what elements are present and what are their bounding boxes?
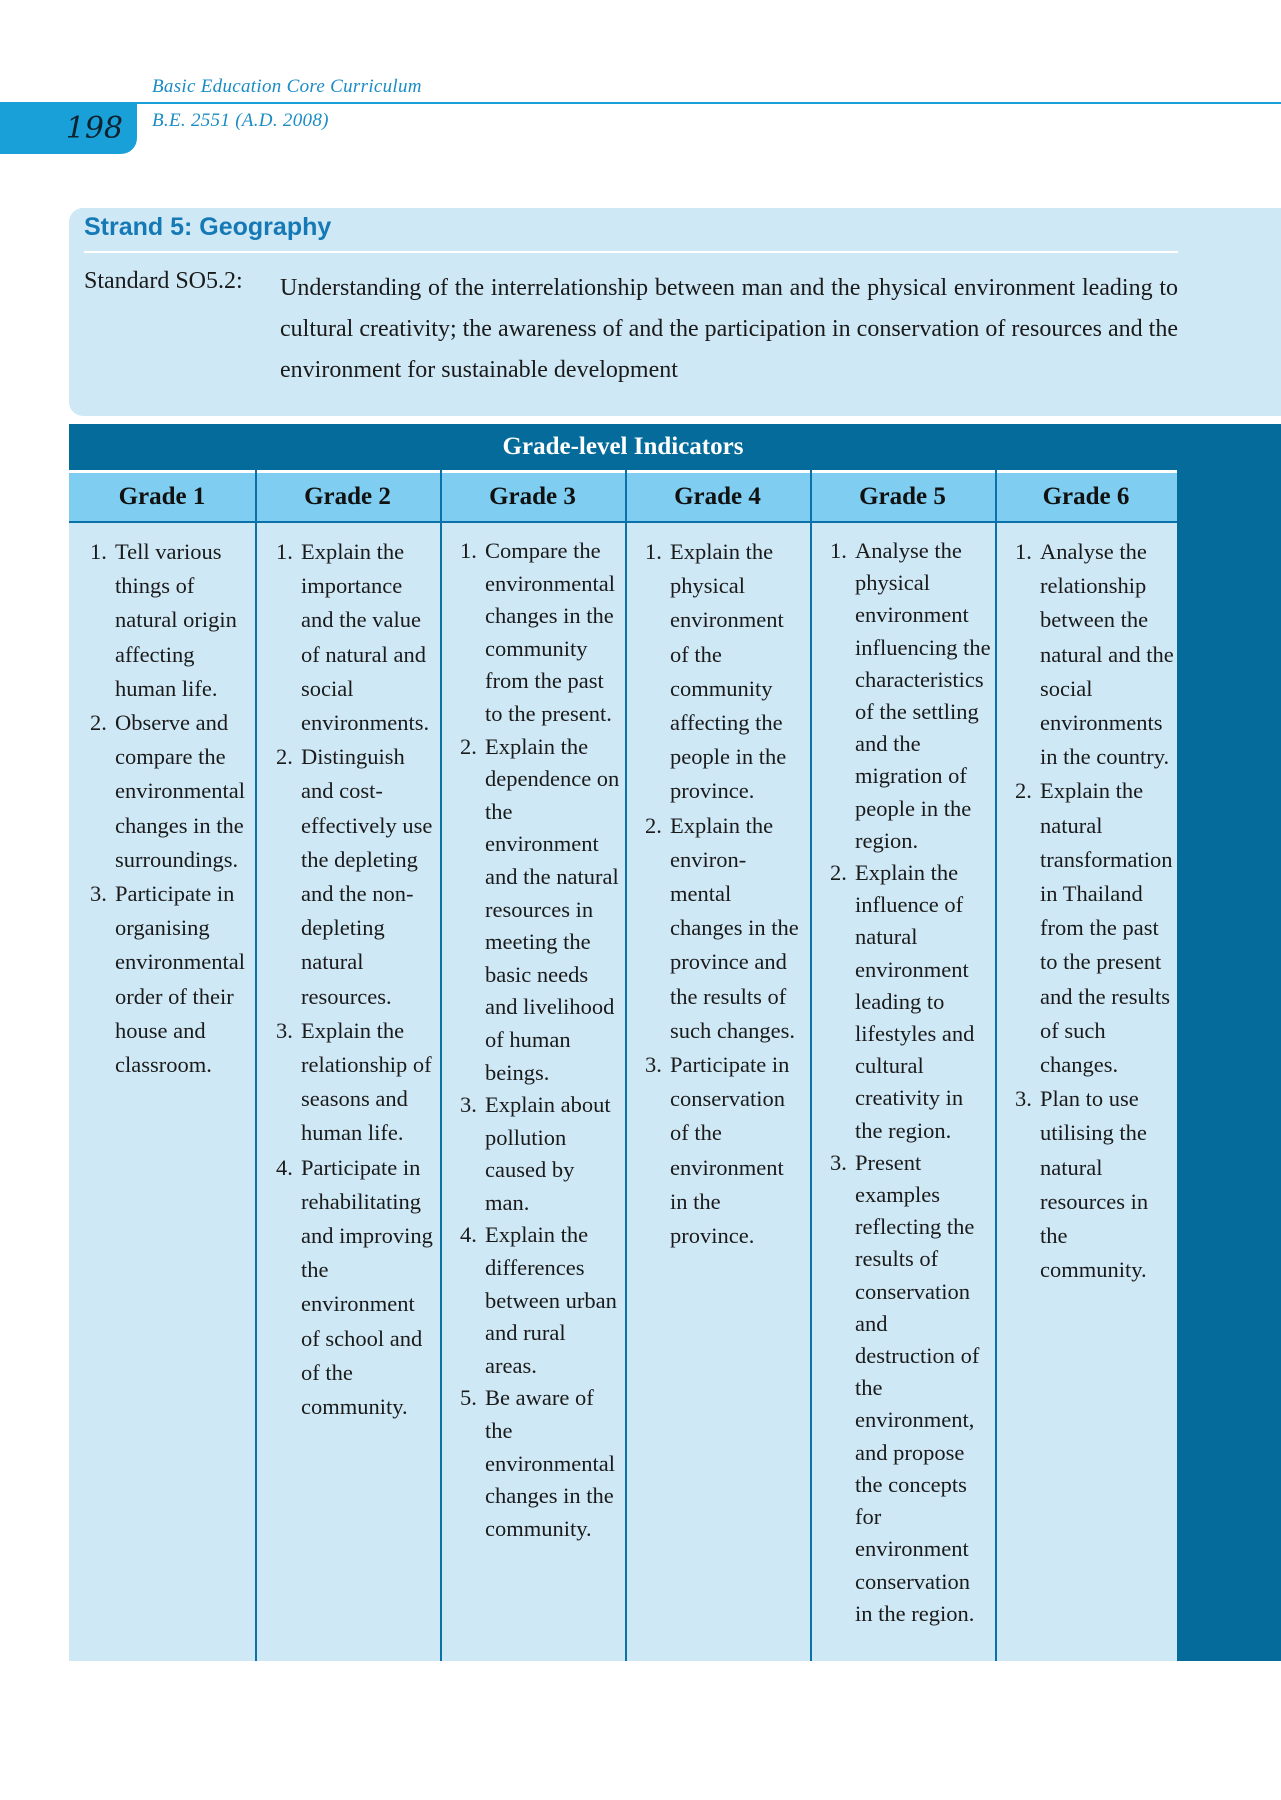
grade-5-header: Grade 5: [810, 470, 995, 521]
list-item: 3. Plan to use utilising the natural resources in the community.: [1015, 1086, 1149, 1283]
standard-label: Standard SO5.2:: [84, 268, 243, 294]
grade-1-indicators: [90, 535, 250, 1082]
grade-2-header: Grade 2: [255, 470, 440, 521]
list-item: 2. Explain the natural transformation in Thailand from the past to the present and the results of such changes.: [1015, 778, 1173, 1078]
list-item: 3. Participate in organising environmental order of their house and classroom.: [90, 881, 245, 1078]
book-edition: B.E. 2551 (A.D. 2008): [152, 110, 329, 131]
column-divider: [810, 470, 812, 1661]
standard-text: Understanding of the interrelationship between man and the physical environment leading to cultural creativity; the awareness of and the participation in conservation of resources and the environment for sustainable development: [280, 275, 1178, 383]
table-title: Grade-level Indicators: [502, 433, 744, 460]
grade-1-header: Grade 1: [69, 470, 255, 521]
list-item: 4. Explain the differences between urban and rural areas.: [460, 1222, 617, 1378]
list-item: 1. Analyse the relationship between the natural and the social environments in the country.: [1015, 539, 1174, 770]
grade-4-header: Grade 4: [625, 470, 810, 521]
list-item: 2. Explain the environ-mental changes in the province and the results of such changes.: [645, 812, 799, 1043]
grade-2-indicators: [276, 535, 436, 1424]
list-item: 2. Explain the influence of natural environment leading to lifestyles and cultural creativity in the region.: [830, 860, 975, 1143]
column-divider: [995, 470, 997, 1661]
list-item: 1. Explain the physical environment of the community affecting the people in the province.: [645, 539, 787, 804]
grade-6-header: Grade 6: [995, 470, 1177, 521]
strand-title: Strand 5: Geography: [84, 213, 332, 241]
list-item: 3. Present examples reflecting the results of conservation and destruction of the environment, and propose the concepts for environment conservation in the region.: [830, 1149, 980, 1626]
book-title: Basic Education Core Curriculum: [152, 76, 422, 97]
list-item: 5. Be aware of the environmental changes in the community.: [460, 1385, 615, 1541]
list-item: 3. Explain the relationship of seasons and human life.: [276, 1017, 432, 1146]
page-number-tab: [0, 102, 137, 154]
list-item: 4. Participate in rehabilitating and improving the environment of school and of the community.: [276, 1154, 433, 1420]
grade-3-indicators: [460, 535, 620, 1545]
list-item: 1. Explain the importance and the value of natural and social environments.: [276, 539, 430, 736]
grade-5-indicators: [830, 535, 992, 1630]
strand-divider: [84, 251, 1178, 253]
list-item: 1. Compare the environmental changes in the community from the past to the present.: [460, 538, 615, 726]
column-divider: [255, 470, 257, 1661]
column-divider: [440, 470, 442, 1661]
list-item: 3. Participate in conservation of the environment in the province.: [645, 1052, 790, 1249]
list-item: 2. Explain the dependence on the environment and the natural resources in meeting the basic needs and livelihood of human beings.: [460, 733, 620, 1085]
column-divider: [625, 470, 627, 1661]
page-number: 198: [65, 110, 123, 146]
grade-6-indicators: [1015, 535, 1175, 1287]
list-item: 2. Observe and compare the environmental changes in the surroundings.: [90, 710, 245, 872]
list-item: 1. Analyse the physical environment influencing the characteristics of the settling and the migration of people in the region.: [830, 538, 991, 853]
list-item: 3. Explain about pollution caused by man.: [460, 1092, 611, 1215]
list-item: 1. Tell various things of natural origin affecting human life.: [90, 539, 237, 701]
header-underline: [69, 521, 1177, 523]
right-edge-band: [1177, 424, 1281, 1661]
grade-4-indicators: [645, 535, 805, 1253]
header-rule: [0, 102, 1281, 104]
list-item: 2. Distinguish and cost-effectively use the depleting and the non-depleting natural resources.: [276, 744, 433, 1009]
grade-3-header: Grade 3: [440, 470, 625, 521]
